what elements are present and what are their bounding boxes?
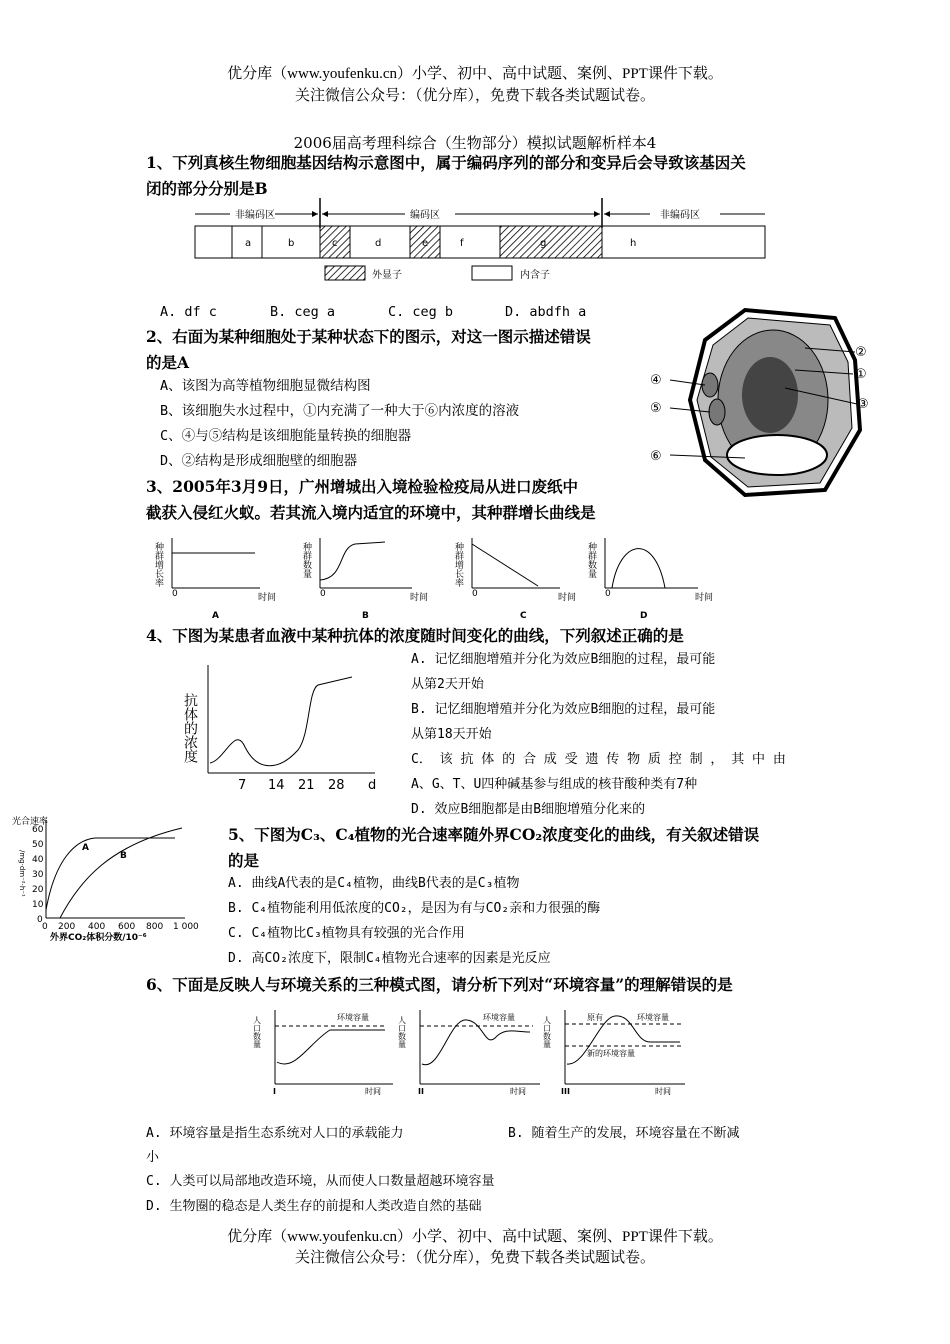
- graph-d-xlabel: 时间: [695, 593, 714, 603]
- seg-a: a: [245, 238, 252, 249]
- seg-f: f: [460, 238, 464, 249]
- q6-text: 6、下面是反映人与环境关系的三种模式图，请分析下列对“环境容量”的理解错误的是: [146, 975, 733, 994]
- ytick-30: 30: [32, 870, 44, 880]
- graph-a-xlabel: 时间: [258, 593, 277, 603]
- q4-option-b1: B. 记忆细胞增殖并分化为效应B细胞的过程，最可能: [411, 702, 716, 717]
- seg-g: g: [540, 238, 547, 249]
- env-graph-1: [253, 1010, 394, 1096]
- q1-option-d: D. abdfh a: [505, 304, 587, 320]
- graph-a-tag: A: [212, 611, 219, 621]
- header-line2: 关注微信公众号：（优分库），免费下载各类试题试卷。: [294, 88, 655, 104]
- graph-b-xlabel: 时间: [410, 593, 429, 603]
- footer-line1: 优分库（www.youfenku.cn）小学、初中、高中试题、案例、PPT课件下载。: [227, 1229, 723, 1245]
- ytick-20: 20: [32, 885, 44, 895]
- q3-text2: 截获入侵红火蚁。若其流入境内适宜的环境中，其种群增长曲线是: [146, 503, 596, 522]
- seg-c: c: [332, 238, 338, 249]
- graph-d-origin: 0: [605, 589, 611, 599]
- q2-option-a: A、该图为高等植物细胞显微结构图: [160, 378, 371, 394]
- coding-label: 编码区: [410, 210, 440, 221]
- env2-xlabel: 时间: [510, 1087, 526, 1096]
- env3-label3: 新的环境容量: [587, 1049, 635, 1058]
- q5-option-b: B. C₄植物能利用低浓度的CO₂，是因为有与CO₂亲和力很强的酶: [228, 901, 601, 916]
- antibody-ylabel: 抗体的浓度: [182, 693, 198, 763]
- population-graphs: [150, 528, 730, 624]
- q6-option-b1: B. 随着生产的发展，环境容量在不断减: [508, 1126, 740, 1141]
- env-graph-3: [543, 1010, 686, 1096]
- q5-option-d: D. 高CO₂浓度下，限制C₄植物光合速率的因素是光反应: [228, 951, 551, 966]
- env1-xlabel: 时间: [365, 1087, 381, 1096]
- antibody-xtick-14: 14: [268, 778, 285, 793]
- noncoding-right-label: 非编码区: [660, 210, 700, 221]
- doc-title: 2006届高考理科综合（生物部分）模拟试题解析样本4: [293, 134, 657, 152]
- graph-c-tag: C: [520, 611, 527, 621]
- q1-option-c: C. ceg b: [388, 304, 454, 320]
- q4-option-d: D. 效应B细胞都是由B细胞增殖分化来的: [411, 802, 646, 817]
- q2-text2: 的是A: [146, 353, 190, 372]
- graph-a-ylabel: 种群增长率: [153, 542, 163, 587]
- legend-exon: 外显子: [372, 270, 402, 281]
- legend-intron: 内含子: [520, 270, 550, 281]
- plant-cell-figure: [645, 300, 885, 500]
- q1-option-b: B. ceg a: [270, 304, 336, 320]
- env1-ylabel: 人口数量: [252, 1016, 262, 1048]
- q5-text2: 的是: [228, 851, 260, 870]
- photo-ylabel: 光合速率: [12, 817, 49, 827]
- q4-text: 4、下图为某患者血液中某种抗体的浓度随时间变化的曲线，下列叙述正确的是: [146, 626, 684, 645]
- xtick-400: 400: [88, 922, 106, 932]
- curve-a-label: A: [82, 843, 89, 853]
- graph-c-origin: 0: [472, 589, 478, 599]
- q2-option-d: D、②结构是形成细胞壁的细胞器: [160, 453, 358, 469]
- antibody-xtick-28: 28: [328, 778, 345, 793]
- cell-label-2: ②: [855, 345, 867, 360]
- antibody-xtick-d: d: [368, 778, 377, 793]
- seg-b: b: [288, 238, 295, 249]
- curve-b-label: B: [120, 851, 127, 861]
- noncoding-left-label: 非编码区: [235, 210, 275, 221]
- cell-label-5: ⑤: [650, 401, 662, 416]
- cell-label-6: ⑥: [650, 449, 662, 464]
- graph-c: [453, 538, 576, 621]
- graph-c-ylabel: 种群增长率: [453, 542, 463, 587]
- env2-ylabel: 人口数量: [397, 1016, 407, 1048]
- graph-d-ylabel: 种群数量: [586, 542, 596, 578]
- xtick-1000: 1 000: [173, 922, 199, 932]
- photosynthesis-graph: [10, 810, 210, 945]
- q6-option-b2: 小: [146, 1150, 160, 1165]
- q6-option-d: D. 生物圈的稳态是人类生存的前提和人类改造自然的基础: [146, 1199, 482, 1214]
- q1-text2: 闭的部分分别是B: [146, 179, 268, 198]
- xtick-0: 0: [42, 922, 48, 932]
- q2-option-b: B、该细胞失水过程中，①内充满了一种大于⑥内浓度的溶液: [160, 403, 520, 419]
- cell-label-1: ①: [855, 367, 867, 382]
- q4-option-a1: A. 记忆细胞增殖并分化为效应B细胞的过程，最可能: [411, 652, 716, 667]
- graph-c-xlabel: 时间: [558, 593, 577, 603]
- q5-option-c: C. C₄植物比C₃植物具有较强的光合作用: [228, 926, 465, 941]
- cell-label-3: ③: [857, 397, 869, 412]
- header-line1: 优分库（www.youfenku.cn）小学、初中、高中试题、案例、PPT课件下载。: [227, 66, 723, 82]
- env2-tag: II: [418, 1087, 424, 1096]
- seg-h: h: [630, 238, 637, 249]
- q4-option-b2: 从第18天开始: [411, 727, 492, 742]
- environment-graphs: [252, 1002, 695, 1100]
- q4-option-a2: 从第2天开始: [411, 677, 484, 692]
- env3-label: 原有: [587, 1013, 603, 1022]
- ytick-60: 60: [32, 825, 44, 835]
- graph-b-ylabel: 种群数量: [301, 542, 311, 578]
- graph-d-tag: D: [640, 611, 648, 621]
- graph-a: [153, 538, 276, 621]
- seg-d: d: [375, 238, 382, 249]
- env2-label: 环境容量: [483, 1013, 515, 1022]
- env3-tag: III: [561, 1087, 570, 1096]
- graph-b-origin: 0: [320, 589, 326, 599]
- graph-a-origin: 0: [172, 589, 178, 599]
- q6-option-a: A. 环境容量是指生态系统对人口的承载能力: [146, 1126, 404, 1141]
- cell-label-4: ④: [650, 373, 662, 388]
- q3-text1: 3、2005年3月9日，广州增城出入境检验检疫局从进口废纸中: [146, 477, 578, 496]
- q1-option-a: A. df c: [160, 304, 217, 320]
- env1-label: 环境容量: [337, 1013, 369, 1022]
- footer-line2: 关注微信公众号：（优分库），免费下载各类试题试卷。: [294, 1250, 655, 1266]
- q2-option-c: C、④与⑤结构是该细胞能量转换的细胞器: [160, 428, 412, 444]
- ytick-10: 10: [32, 900, 44, 910]
- xtick-200: 200: [58, 922, 76, 932]
- photo-xlabel: 外界CO₂体积分数/10⁻⁶: [50, 933, 147, 943]
- graph-b-tag: B: [362, 611, 369, 621]
- ytick-40: 40: [32, 855, 44, 865]
- q4-option-c1: C． 该 抗 体 的 合 成 受 遗 传 物 质 控 制 ， 其 中 由: [411, 752, 786, 767]
- q4-option-c2: A、G、T、U四种碱基参与组成的核苷酸种类有7种: [411, 777, 698, 792]
- xtick-800: 800: [146, 922, 164, 932]
- ytick-0: 0: [37, 915, 43, 925]
- seg-e: e: [422, 238, 429, 249]
- graph-d: [586, 538, 713, 621]
- env3-ylabel: 人口数量: [542, 1016, 552, 1048]
- xtick-600: 600: [118, 922, 136, 932]
- antibody-xtick-7: 7: [238, 778, 247, 793]
- q5-text1: 5、下图为C₃、C₄植物的光合速率随外界CO₂浓度变化的曲线，有关叙述错误: [228, 825, 760, 844]
- q6-option-c: C. 人类可以局部地改造环境，从而使人口数量超越环境容量: [146, 1174, 495, 1189]
- graph-b: [301, 538, 428, 621]
- env3-label2: 环境容量: [637, 1013, 669, 1022]
- q2-text1: 2、右面为某种细胞处于某种状态下的图示，对这一图示描述错误: [146, 327, 591, 346]
- ytick-50: 50: [32, 840, 44, 850]
- antibody-graph: [180, 655, 390, 795]
- env-graph-2: [398, 1010, 541, 1096]
- gene-structure-figure: [190, 198, 780, 290]
- q5-option-a: A. 曲线A代表的是C₄植物，曲线B代表的是C₃植物: [228, 876, 520, 891]
- env1-tag: I: [273, 1087, 276, 1096]
- antibody-xtick-21: 21: [298, 778, 315, 793]
- photo-yunit: /mg·dm⁻²·h⁻¹: [18, 850, 26, 897]
- env3-xlabel: 时间: [655, 1087, 671, 1096]
- q1-text1: 1、下列真核生物细胞基因结构示意图中，属于编码序列的部分和变异后会导致该基因关: [146, 153, 746, 172]
